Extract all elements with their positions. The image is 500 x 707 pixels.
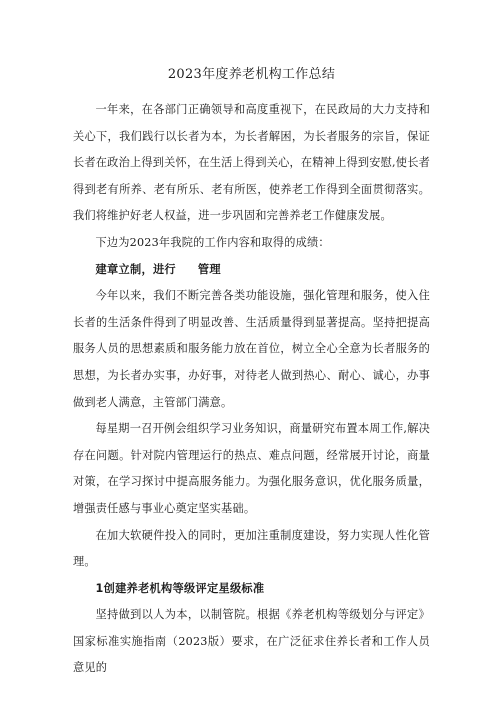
paragraph-intro: 一年来，在各部门正确领导和高度重视下，在民政局的大力支持和关心下，我们践行以长者为本，为长者解困，为长者服务的宗旨，保证长者在政治上得到关怀，在生活上得到关心，在精神上得到安慰,使长者得到老有所养、老有所乐、老有所医，使养老工作得到全面贯彻落实。我们将维护好老人权益，进一步巩固和完善养老工作健康发展。	[73, 103, 430, 223]
section-heading-rules	[73, 257, 430, 284]
section-heading-rules-part2: 管理	[197, 262, 221, 276]
paragraph-system-building: 在加大软硬件投入的同时，更加注重制度建设，努力实现人性化管理。	[73, 528, 430, 569]
document-title: 2023年度养老机构工作总结	[167, 67, 336, 82]
paragraph-overview: 下边为2023年我院的工作内容和取得的成绩：	[95, 235, 330, 249]
section-heading-rules-part1: 建章立制，进行	[95, 262, 176, 276]
paragraph-people-oriented: 坚持做到以人为本，以制管院。根据《养老机构等级划分与评定》国家标准实施指南（2023版）要求，在广泛征求住养长者和工作人员意见的	[73, 608, 430, 675]
section-heading-star-rating: 1创建养老机构等级评定星级标准	[95, 581, 265, 595]
paragraph-weekly-meeting: 每星期一召开例会组织学习业务知识，商量研究布置本周工作,解决存在问题。针对院内管理运行的热点、难点问题，经常展开讨论，商量对策，在学习探讨中提高服务能力。为强化服务意识，优化服务质量，增强责任感与事业心奠定坚实基础。	[73, 422, 430, 515]
paragraph-facilities: 今年以来，我们不断完善各类功能设施，强化管理和服务，使入住长者的生活条件得到了明显改善、生活质量得到显著提高。坚持把提高服务人员的思想素质和服务能力放在首位，树立全心全意为长者服务的思想，为长者办实事，办好事，对待老人做到热心、耐心、诚心，办事做到老人满意，主管部门满意。	[73, 289, 430, 409]
